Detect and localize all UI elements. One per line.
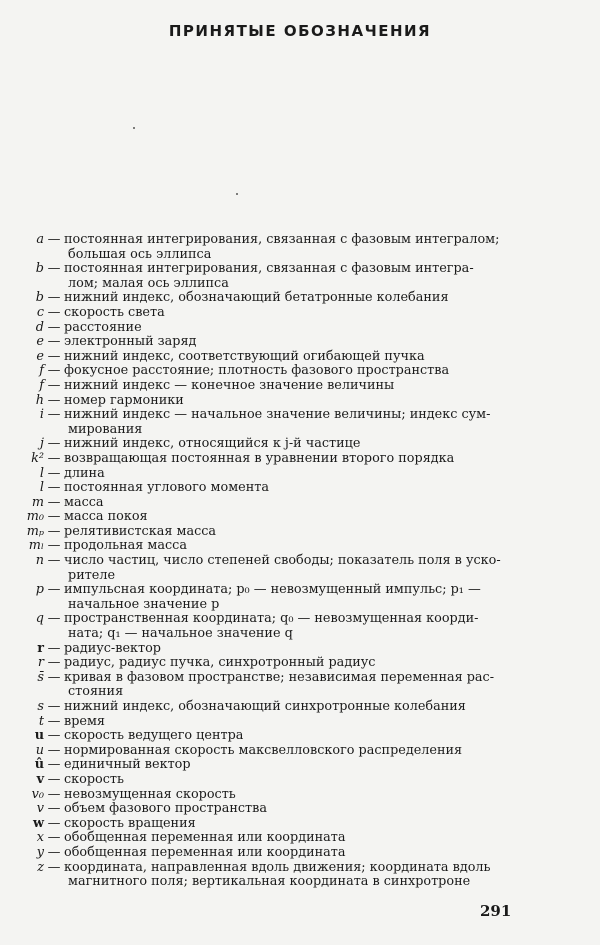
notation-entry: [0, 656, 600, 671]
notation-dash: —: [47, 640, 61, 656]
notation-symbol: x: [36, 830, 44, 846]
notation-dash: —: [47, 523, 61, 539]
notation-definition: [64, 306, 516, 321]
notation-entry: [0, 525, 600, 540]
notation-symbol: m: [31, 494, 44, 510]
notation-definition: [64, 233, 516, 262]
notation-entry: [0, 700, 600, 715]
notation-symbol: n: [35, 553, 44, 569]
notation-dash: —: [47, 713, 61, 729]
notation-definition: [64, 335, 516, 350]
definition-line: большая ось эллипса: [68, 246, 212, 262]
definition-line: нижний индекс — начальное значение величины; индекс сум-: [64, 407, 491, 423]
notation-entry: [0, 758, 600, 773]
definition-line: нижний индекс, относящийся к j-й частице: [64, 436, 361, 452]
notation-entry: [0, 846, 600, 861]
notation-definition: [64, 831, 516, 846]
notation-definition: [64, 715, 516, 730]
notation-entry: [0, 262, 600, 291]
notation-entry: [0, 744, 600, 759]
notation-entry: [0, 729, 600, 744]
definition-line: время: [64, 713, 105, 729]
definition-line: номер гармоники: [64, 392, 184, 408]
notation-definition: [64, 481, 516, 496]
definition-line: скорость света: [64, 304, 165, 320]
definition-line: скорость вращения: [64, 815, 196, 831]
notation-entry: [0, 408, 600, 437]
definition-line: возвращающая постоянная в уравнении второго порядка: [64, 450, 455, 466]
definition-line: масса: [64, 494, 104, 510]
definition-line: число частиц, число степеней свободы; показатель поля в уско-: [64, 553, 501, 569]
notation-symbol: f: [39, 363, 44, 379]
notation-definition: [64, 452, 516, 467]
notation-dash: —: [47, 407, 61, 423]
notation-definition: [64, 642, 516, 657]
notation-symbol: b: [35, 290, 44, 306]
notation-definition: [64, 321, 516, 336]
definition-line: нижний индекс, соответствующий огибающей пучка: [64, 348, 425, 364]
notation-dash: —: [47, 582, 61, 598]
notation-entry: [0, 861, 600, 890]
notation-definition: [64, 408, 516, 437]
notation-symbol: s̄: [37, 669, 44, 685]
notation-dash: —: [47, 290, 61, 306]
notation-dash: —: [47, 553, 61, 569]
notation-entry: [0, 350, 600, 365]
notation-symbol: c: [36, 304, 44, 320]
definition-line: координата, направленная вдоль движения; координата вдоль: [64, 859, 491, 875]
notation-symbol: h: [35, 392, 44, 408]
notation-symbol: a: [36, 232, 44, 247]
definition-line: постоянная интегрирования, связанная с фазовым интегралом;: [64, 232, 500, 247]
definition-line: нижний индекс, обозначающий бетатронные колебания: [64, 290, 449, 306]
notation-symbol: q: [35, 611, 44, 627]
definition-line: единичный вектор: [64, 757, 191, 773]
notation-dash: —: [47, 859, 61, 875]
definition-line: длина: [64, 465, 105, 481]
notation-entry: [0, 583, 600, 612]
definition-line: начальное значение p: [68, 596, 220, 612]
notation-definition: [64, 773, 516, 788]
notation-symbol: l: [39, 480, 44, 496]
notation-list: [0, 233, 600, 890]
notation-symbol: v: [36, 771, 44, 787]
definition-line: кривая в фазовом пространстве; независимая переменная рас-: [64, 669, 495, 685]
notation-dash: —: [47, 436, 61, 452]
notation-symbol: û: [34, 757, 44, 773]
notation-symbol: z: [37, 859, 44, 875]
notation-entry: [0, 452, 600, 467]
notation-definition: [64, 846, 516, 861]
notation-dash: —: [47, 655, 61, 671]
notation-definition: [64, 656, 516, 671]
notation-symbol: e: [36, 334, 44, 350]
notation-entry: [0, 496, 600, 511]
notation-entry: [0, 510, 600, 525]
definition-line: стояния: [68, 684, 124, 700]
notation-definition: [64, 539, 516, 554]
notation-definition: [64, 802, 516, 817]
notation-entry: [0, 394, 600, 409]
notation-definition: [64, 291, 516, 306]
notation-entry: [0, 233, 600, 262]
notation-symbol: d: [35, 319, 44, 335]
notation-entry: [0, 481, 600, 496]
notation-symbol: y: [36, 844, 44, 860]
notation-definition: [64, 744, 516, 759]
notation-dash: —: [47, 334, 61, 350]
definition-line: скорость ведущего центра: [64, 728, 244, 744]
notation-definition: [64, 525, 516, 540]
notation-symbol: j: [40, 436, 44, 452]
notation-definition: [64, 496, 516, 511]
notation-symbol: k²: [31, 450, 44, 466]
notation-entry: [0, 831, 600, 846]
notation-definition: [64, 262, 516, 291]
definition-line: объем фазового пространства: [64, 801, 267, 817]
definition-line: магнитного поля; вертикальная координата в синхротроне: [68, 874, 471, 890]
notation-entry: [0, 437, 600, 452]
notation-definition: [64, 612, 516, 641]
notation-dash: —: [47, 728, 61, 744]
notation-definition: [64, 437, 516, 452]
notation-dash: —: [47, 494, 61, 510]
definition-line: пространственная координата; q₀ — невозмущенная коорди-: [64, 611, 479, 627]
notation-symbol: w: [32, 815, 44, 831]
notation-dash: —: [47, 771, 61, 787]
notation-dash: —: [47, 319, 61, 335]
notation-definition: [64, 554, 516, 583]
notation-dash: —: [47, 509, 61, 525]
definition-line: релятивистская масса: [64, 523, 217, 539]
notation-entry: [0, 335, 600, 350]
notation-entry: [0, 467, 600, 482]
definition-line: лом; малая ось эллипса: [68, 275, 229, 291]
page-number: 291: [480, 902, 512, 920]
notation-entry: [0, 788, 600, 803]
notation-entry: [0, 817, 600, 832]
definition-line: радиус, радиус пучка, синхротронный радиус: [64, 655, 376, 671]
notation-dash: —: [47, 699, 61, 714]
notation-definition: [64, 729, 516, 744]
notation-entry: [0, 612, 600, 641]
notation-dash: —: [47, 611, 61, 627]
print-speck: [236, 193, 238, 195]
notation-symbol: s: [37, 699, 44, 714]
notation-dash: —: [47, 363, 61, 379]
notation-dash: —: [47, 669, 61, 685]
notation-symbol: b: [35, 261, 44, 277]
notation-entry: [0, 306, 600, 321]
notation-dash: —: [47, 232, 61, 247]
notation-dash: —: [47, 538, 61, 554]
notation-dash: —: [47, 844, 61, 860]
notation-symbol: f: [39, 377, 44, 393]
notation-symbol: m₀: [26, 509, 44, 525]
definition-line: расстояние: [64, 319, 142, 335]
definition-line: радиус-вектор: [64, 640, 162, 656]
notation-definition: [64, 671, 516, 700]
notation-symbol: u: [34, 728, 44, 744]
notation-definition: [64, 700, 516, 715]
definition-line: нижний индекс — конечное значение величины: [64, 377, 395, 393]
notation-dash: —: [47, 480, 61, 496]
definition-line: рителе: [68, 567, 116, 583]
notation-entry: [0, 321, 600, 336]
notation-definition: [64, 379, 516, 394]
definition-line: скорость: [64, 771, 124, 787]
notation-symbol: i: [39, 407, 44, 423]
print-speck: [133, 127, 135, 129]
definition-line: обобщенная переменная или координата: [64, 844, 346, 860]
notation-symbol: e: [36, 348, 44, 364]
notation-entry: [0, 802, 600, 817]
definition-line: фокусное расстояние; плотность фазового пространства: [64, 363, 450, 379]
notation-symbol: v₀: [31, 786, 44, 802]
notation-entry: [0, 715, 600, 730]
notation-dash: —: [47, 757, 61, 773]
notation-entry: [0, 773, 600, 788]
definition-line: масса покоя: [64, 509, 148, 525]
notation-definition: [64, 350, 516, 365]
definition-line: ната; q₁ — начальное значение q: [68, 626, 293, 642]
notation-dash: —: [47, 786, 61, 802]
notation-dash: —: [47, 815, 61, 831]
notation-entry: [0, 539, 600, 554]
notation-dash: —: [47, 742, 61, 758]
notation-definition: [64, 364, 516, 379]
definition-line: продольная масса: [64, 538, 187, 554]
notation-symbol: t: [38, 713, 44, 729]
notation-symbol: v: [36, 801, 44, 817]
notation-dash: —: [47, 465, 61, 481]
definition-line: мирования: [68, 421, 143, 437]
notation-definition: [64, 788, 516, 803]
notation-definition: [64, 817, 516, 832]
notation-definition: [64, 583, 516, 612]
notation-dash: —: [47, 348, 61, 364]
definition-line: невозмущенная скорость: [64, 786, 236, 802]
notation-dash: —: [47, 377, 61, 393]
definition-line: постоянная углового момента: [64, 480, 269, 496]
notation-dash: —: [47, 830, 61, 846]
notation-definition: [64, 758, 516, 773]
notation-entry: [0, 554, 600, 583]
notation-entry: [0, 291, 600, 306]
definition-line: нормированная скорость максвелловского распределения: [64, 742, 463, 758]
notation-definition: [64, 861, 516, 890]
notation-dash: —: [47, 450, 61, 466]
notation-symbol: p: [35, 582, 44, 598]
notation-dash: —: [47, 304, 61, 320]
notation-entry: [0, 671, 600, 700]
notation-dash: —: [47, 261, 61, 277]
notation-symbol: l: [39, 465, 44, 481]
notation-definition: [64, 394, 516, 409]
definition-line: постоянная интегрирования, связанная с фазовым интегра-: [64, 261, 474, 277]
notation-symbol: u: [35, 742, 44, 758]
notation-entry: [0, 642, 600, 657]
definition-line: электронный заряд: [64, 334, 197, 350]
notation-entry: [0, 364, 600, 379]
notation-dash: —: [47, 801, 61, 817]
notation-symbol: mₚ: [26, 523, 44, 539]
page-title: ПРИНЯТЫЕ ОБОЗНАЧЕНИЯ: [168, 22, 432, 40]
notation-definition: [64, 510, 516, 525]
notation-symbol: mₗ: [28, 538, 44, 554]
definition-line: импульсная координата; p₀ — невозмущенный импульс; p₁ —: [64, 582, 481, 598]
notation-definition: [64, 467, 516, 482]
notation-symbol: r: [37, 640, 44, 656]
notation-symbol: r: [37, 655, 44, 671]
definition-line: обобщенная переменная или координата: [64, 830, 346, 846]
notation-entry: [0, 379, 600, 394]
definition-line: нижний индекс, обозначающий синхротронные колебания: [64, 699, 466, 714]
notation-dash: —: [47, 392, 61, 408]
